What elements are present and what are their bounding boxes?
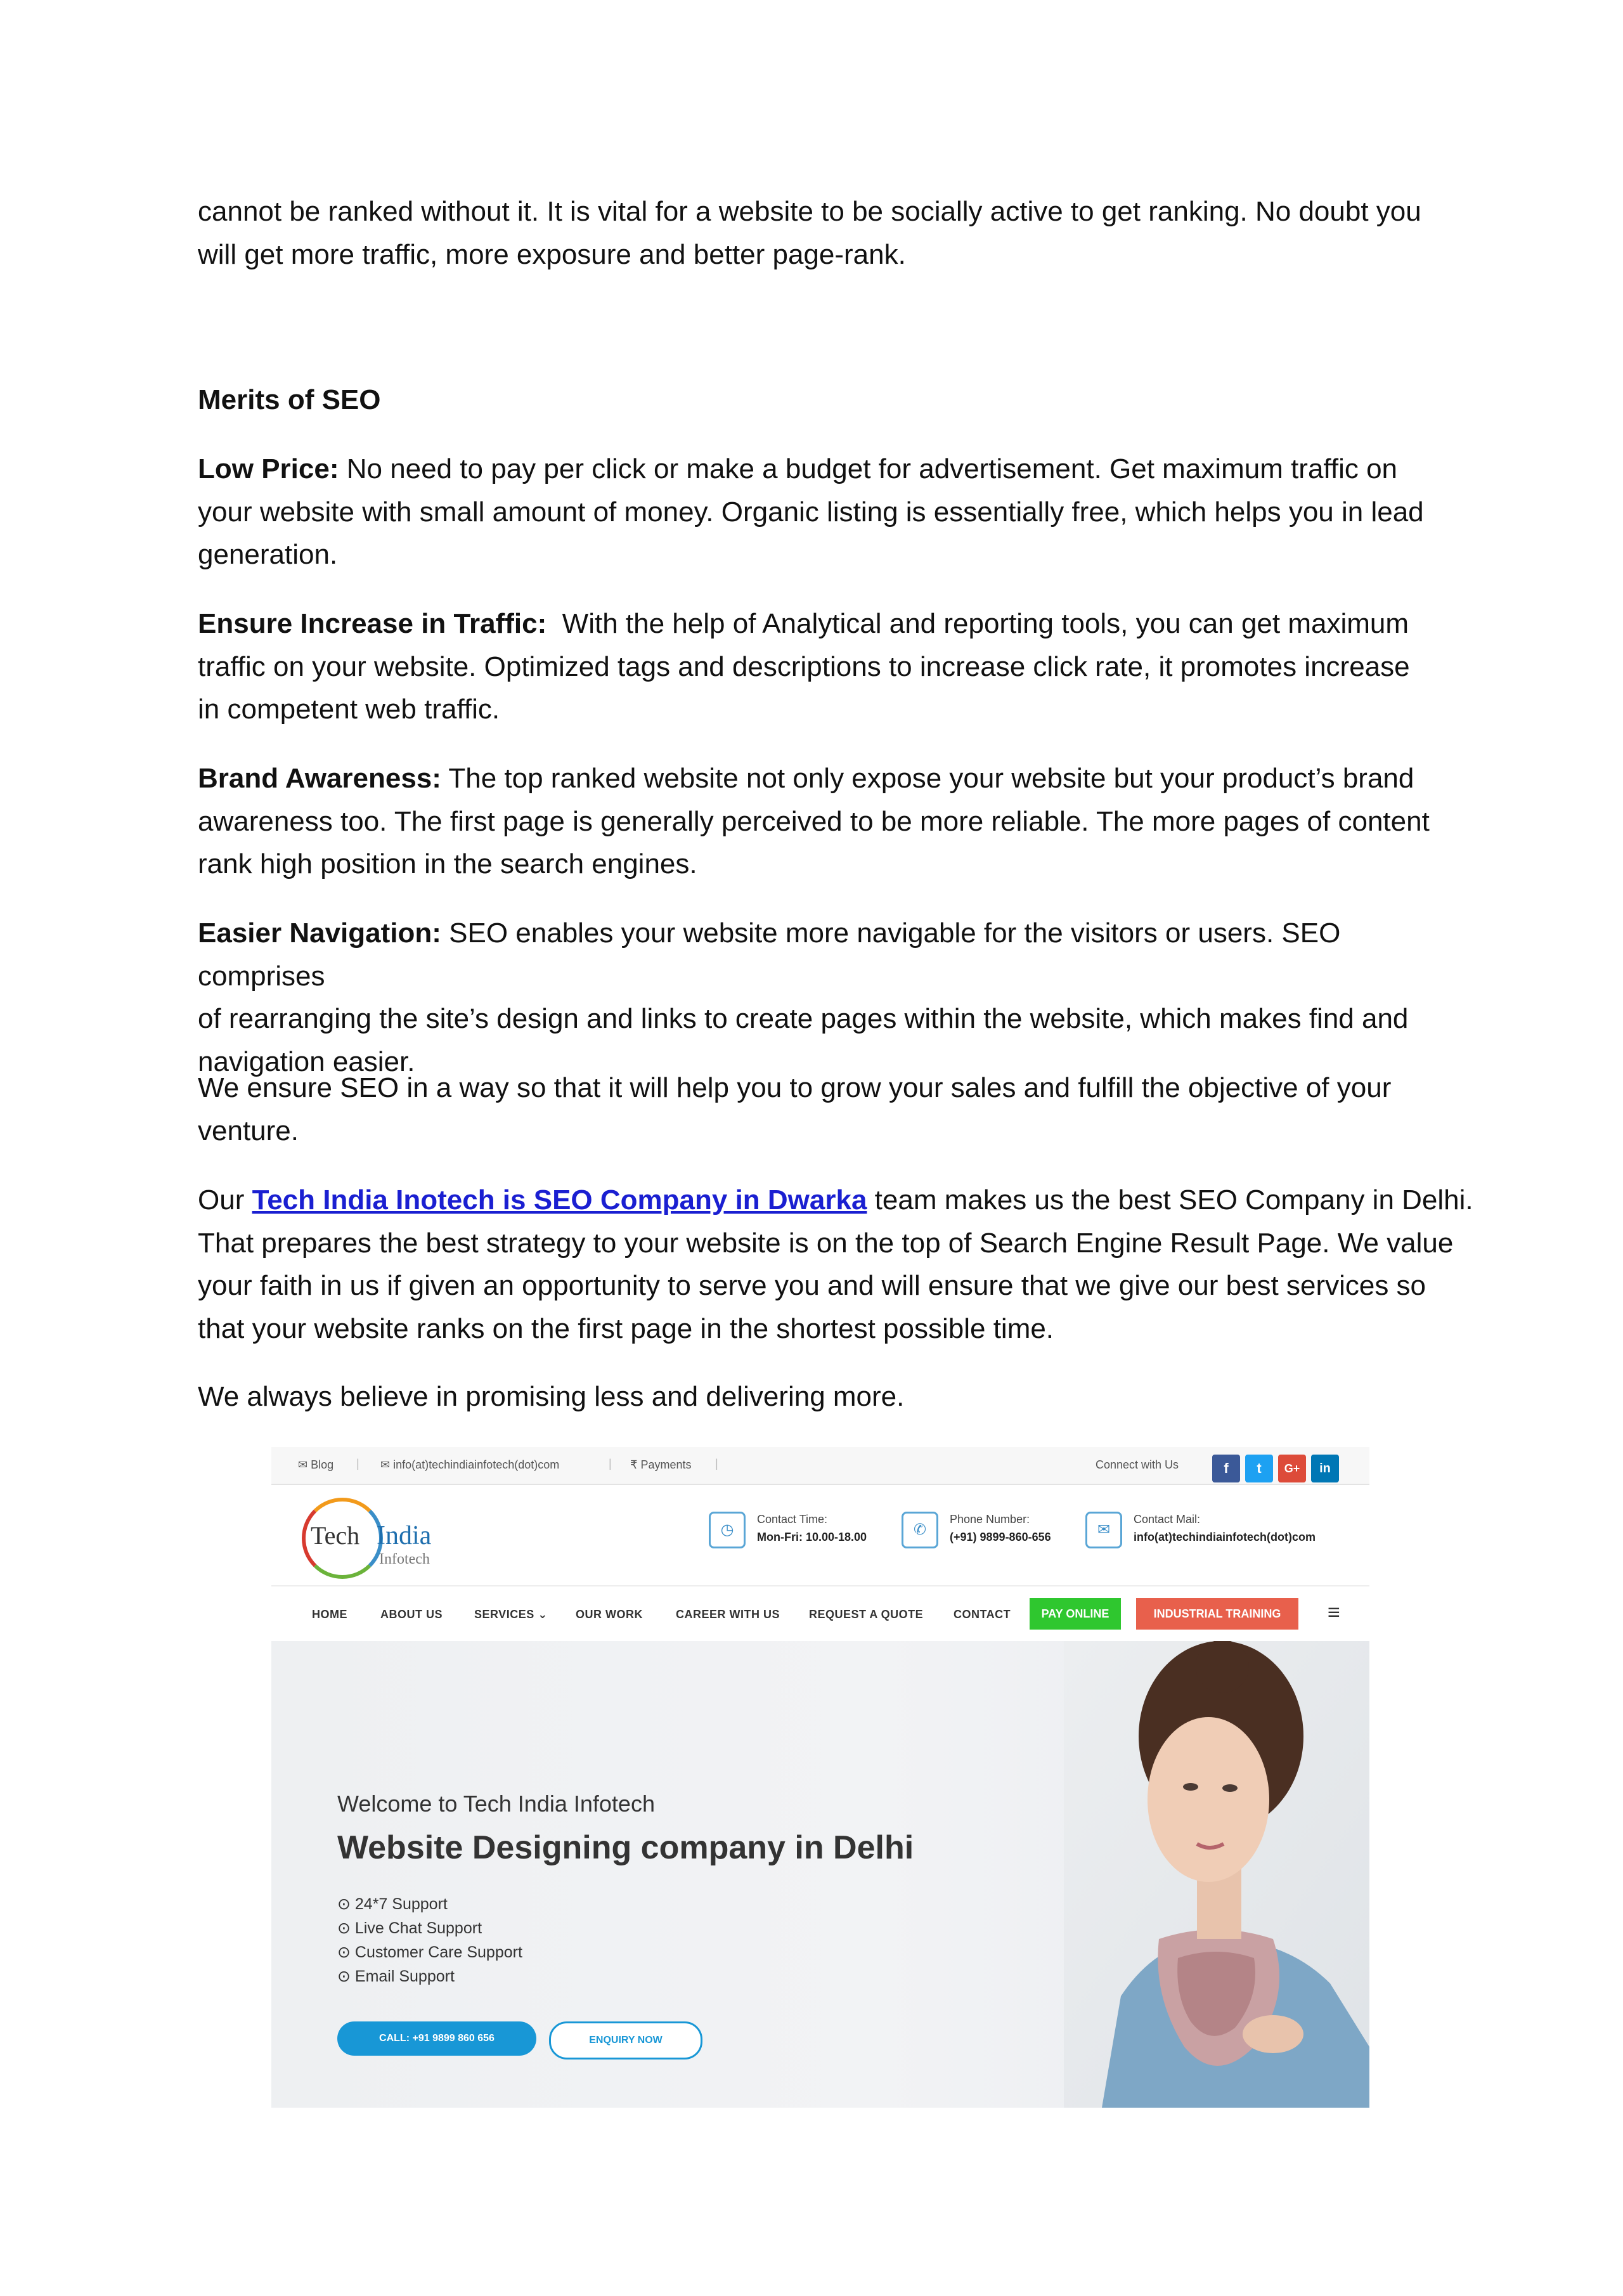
divider: |: [609, 1457, 612, 1470]
site-nav: [271, 1585, 1369, 1642]
merit-text: your website with small amount of money. Organic listing is essentially free, which helps you in lead: [198, 496, 1424, 528]
hero-feature: ⊙ Email Support: [337, 1968, 455, 1985]
merit-traffic: [198, 602, 1440, 731]
ensure-line-2: venture.: [198, 1115, 299, 1146]
logo-subtitle: Infotech: [379, 1551, 430, 1567]
merit-text: awareness too. The first page is generally perceived to be more reliable. The more pages of content: [198, 805, 1430, 837]
divider: |: [356, 1457, 359, 1470]
merit-brand: [198, 757, 1440, 886]
nav-about-us[interactable]: ABOUT US: [380, 1608, 443, 1621]
contact-value: Mon-Fri: 10.00-18.00: [757, 1531, 867, 1543]
our-line-3: your faith in us if given an opportunity to serve you and will ensure that we give our best services so: [198, 1270, 1426, 1301]
hero-feature: ⊙ 24*7 Support: [337, 1895, 448, 1913]
ensure-paragraph: [198, 1067, 1440, 1152]
contact-value: (+91) 9899-860-656: [950, 1531, 1051, 1543]
merit-title: Ensure Increase in Traffic:: [198, 608, 547, 639]
woman-photo: [1064, 1641, 1369, 2108]
website-screenshot: [271, 1447, 1369, 2108]
closing-line: We always believe in promising less and delivering more.: [198, 1381, 905, 1412]
industrial-training-button[interactable]: INDUSTRIAL TRAINING: [1136, 1598, 1298, 1630]
contact-value[interactable]: info(at)techindiainfotech(dot)com: [1134, 1531, 1316, 1543]
contact-label: Phone Number:: [950, 1513, 1030, 1526]
topbar: [271, 1447, 1369, 1485]
pay-online-button[interactable]: PAY ONLINE: [1030, 1598, 1121, 1630]
merit-text: rank high position in the search engines.: [198, 848, 697, 879]
merit-text: The top ranked website not only expose your website but your product’s brand: [441, 763, 1414, 794]
merit-text: SEO enables your website more navigable for the visitors or users. SEO comprises: [198, 918, 1341, 992]
our-line-2: That prepares the best strategy to your website is on the top of Search Engine Result Page. We value: [198, 1227, 1454, 1259]
merit-text: of rearranging the site’s design and links to create pages within the website, which makes find and: [198, 1003, 1409, 1034]
nav-home[interactable]: HOME: [312, 1608, 347, 1621]
merit-text: generation.: [198, 539, 338, 570]
hero-feature: ⊙ Customer Care Support: [337, 1943, 522, 1961]
clock-icon: ◷: [709, 1512, 746, 1548]
logo-tech: Tech: [311, 1521, 360, 1550]
nav-career[interactable]: CAREER WITH US: [676, 1608, 780, 1621]
google-plus-icon[interactable]: G+: [1278, 1455, 1306, 1482]
email-link[interactable]: ✉ info(at)techindiainfotech(dot)com: [380, 1458, 560, 1471]
seo-company-link[interactable]: Tech India Inotech is SEO Company in Dwarka: [252, 1184, 867, 1216]
nav-contact[interactable]: CONTACT: [954, 1608, 1011, 1621]
hero-feature: ⊙ Live Chat Support: [337, 1919, 482, 1937]
merit-title: Low Price:: [198, 453, 339, 484]
hero-title: Website Designing company in Delhi: [337, 1829, 914, 1866]
nav-our-work[interactable]: OUR WORK: [576, 1608, 643, 1621]
call-button[interactable]: CALL: +91 9899 860 656: [337, 2021, 536, 2056]
divider: |: [715, 1457, 718, 1470]
menu-icon[interactable]: ≡: [1328, 1600, 1341, 1625]
facebook-icon[interactable]: f: [1212, 1455, 1240, 1482]
hero-welcome: Welcome to Tech India Infotech: [337, 1791, 655, 1817]
our-line-4: that your website ranks on the first page in the shortest possible time.: [198, 1313, 1054, 1344]
merit-low-price: [198, 448, 1440, 576]
our-suffix: team makes us the best SEO Company in Delhi.: [867, 1184, 1473, 1216]
ensure-line-1: We ensure SEO in a way so that it will help you to grow your sales and fulfill the objective of your: [198, 1072, 1392, 1103]
twitter-icon[interactable]: t: [1245, 1455, 1273, 1482]
blog-link[interactable]: ✉ Blog: [298, 1458, 334, 1471]
contact-label: Contact Mail:: [1134, 1513, 1201, 1526]
mail-icon: ✉: [1085, 1512, 1122, 1548]
hero-banner: [271, 1641, 1369, 2108]
merit-text: With the help of Analytical and reporting tools, you can get maximum: [546, 608, 1409, 639]
our-paragraph: [198, 1179, 1473, 1350]
phone-icon: ✆: [902, 1512, 938, 1548]
document-body: [198, 190, 1440, 276]
merit-title: Easier Navigation:: [198, 918, 441, 949]
site-logo[interactable]: [302, 1498, 454, 1574]
intro-line-2: will get more traffic, more exposure and better page-rank.: [198, 238, 906, 270]
merits-heading: Merits of SEO: [198, 384, 381, 415]
site-header: [271, 1485, 1369, 1585]
our-prefix: Our: [198, 1184, 252, 1216]
contact-label: Contact Time:: [757, 1513, 828, 1526]
enquiry-button[interactable]: ENQUIRY NOW: [549, 2021, 702, 2059]
payments-link[interactable]: ₹ Payments: [630, 1458, 692, 1471]
nav-services[interactable]: SERVICES ⌄: [474, 1608, 548, 1621]
intro-line-1: cannot be ranked without it. It is vital for a website to be socially active to get ranking. No doubt you: [198, 196, 1421, 227]
merit-text: in competent web traffic.: [198, 694, 500, 725]
nav-request-quote[interactable]: REQUEST A QUOTE: [809, 1608, 924, 1621]
logo-india: India: [377, 1521, 432, 1550]
linkedin-icon[interactable]: in: [1311, 1455, 1339, 1482]
connect-label: Connect with Us: [1096, 1458, 1179, 1471]
merit-title: Brand Awareness:: [198, 763, 441, 794]
merit-text: No need to pay per click or make a budget for advertisement. Get maximum traffic on: [339, 453, 1398, 484]
merit-navigation: [198, 912, 1440, 1083]
merit-text: traffic on your website. Optimized tags and descriptions to increase click rate, it promotes increase: [198, 651, 1410, 682]
merit-text: navigation easier.: [198, 1046, 415, 1077]
